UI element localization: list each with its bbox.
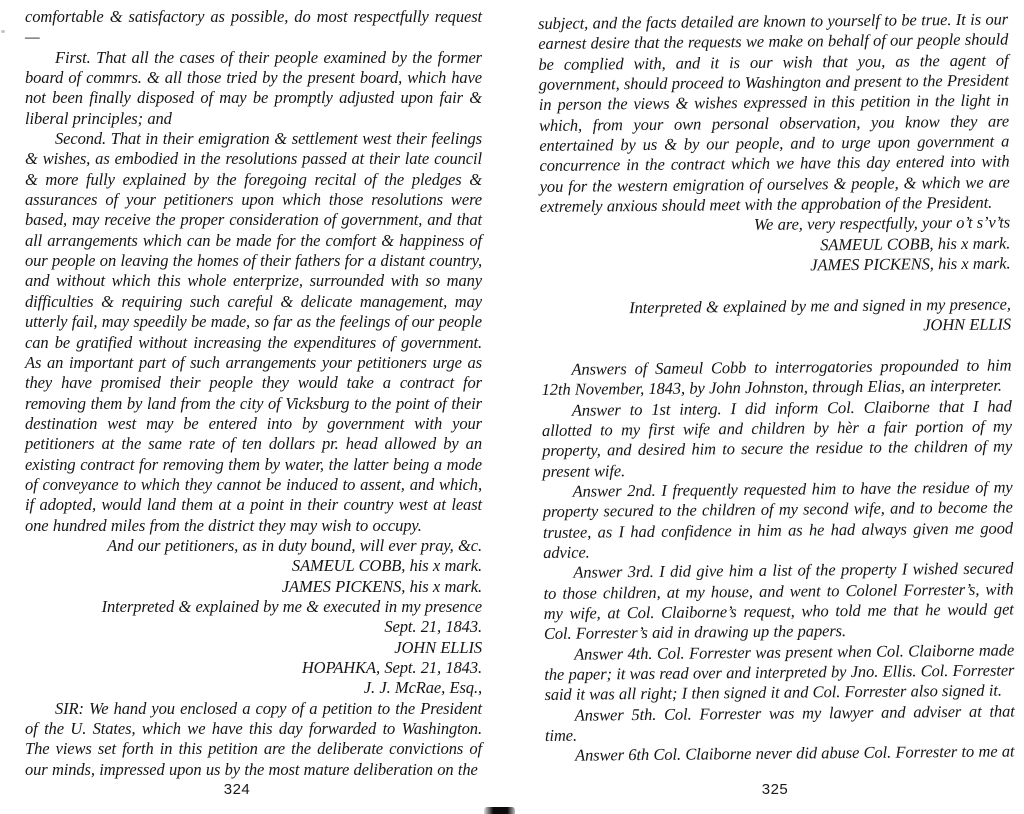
paragraph-sir-letter: SIR: We hand you enclosed a copy of a petition to the President of the U. States, which we have this day forwarded to Washington. The views set forth in this petition are the deliberate convictions of our minds, impressed upon us by the most mature deliberation on the	[25, 698, 482, 779]
page-number-right: 325	[761, 781, 789, 798]
signature-james-pickens: JAMES PICKENS, his x mark.	[810, 253, 1011, 275]
paragraph-answers-heading: Answers of Sameul Cobb to interrogatories propounded to him 12th November, 1843, by John Johnston, through Elias, an interpreter.	[541, 355, 1012, 400]
paragraph-answer-6th: Answer 6th Col. Claiborne never did abuse Col. Forrester to me at	[575, 741, 1015, 766]
paragraph-answer-3rd: Answer 3rd. I did give him a list of the property I wished secured to those children, at my house, and went to Colonel Forrester’s, with my wife, at Col. Claiborne’s request, who told me that he would get Col. Forrester’s aid in drawing up the papers.	[543, 558, 1014, 644]
closing-respectfully-line: We are, very respectfully, your o’t s’v’ts	[753, 212, 1011, 235]
signature-sameul-cobb: SAMEUL COBB, his x mark.	[291, 556, 482, 576]
paragraph-answer-2nd: Answer 2nd. I frequently requested him to have the residue of my property secured to the children of my second wife, and to become the trustee, as I had confidence in him as he had always given me good advice.	[542, 477, 1014, 562]
place-date-line: HOPAHKA, Sept. 21, 1843.	[301, 658, 482, 677]
closing-prayer-line: And our petitioners, as in duty bound, will ever pray, &c.	[107, 535, 482, 555]
paragraph-first-request: First. That all the cases of their people examined by the former board of commrs. & all those tried by the present board, which have not been finally disposed of may be promptly adjusted upon fair & liberal principles; and	[25, 47, 482, 128]
page-number-left: 324	[223, 781, 251, 798]
signature-sameul-cobb: SAMEUL COBB, his x mark.	[820, 233, 1011, 255]
left-page	[25, 7, 482, 780]
scan-speck	[1, 30, 5, 33]
signature-james-pickens: JAMES PICKENS, his x mark.	[281, 576, 482, 596]
paragraph-second-request: Second. That in their emigration & settlement west their feelings & wishes, as embodied in the resolutions passed at their late council & more fully explained by the foregoing recital of the pledges & assurances of your petitioners upon which those resolutions were based, may receive the proper consideration of government, and that all arrangements which can be made for the comfort & happiness of our people on leaving the homes of their fathers for a distant country, and without which this whole enterprize, surrounded with so many difficulties & requiring such careful & delicate management, may utterly fail, may speedily be made, so far as the feelings of our people can be gratified without increasing the expenditures of government. As an important part of such arrangements your petitioners urge as they have promised their people they would take a contract for removing them by land from the city of Vicksburg to the point of their destination west may be entered into by government with your petitioners at the same rate of ten dollars pr. head allowed by an existing contract for removing them by water, the latter being a mode of conveyance to which they cannot be induced to assent, and which, if adopted, would land them at a point in their country west at least one hundred miles from the district they may wish to occupy.	[25, 129, 482, 535]
interpreter-attestation: Interpreted & explained by me & executed in my presence	[101, 596, 482, 616]
right-page	[538, 9, 1015, 766]
paragraph-letter-continuation: subject, and the facts detailed are known to yourself to be true. It is our earnest desire that the requests we make on behalf of our people should be complied with, and it is our wish that you, as the agent of government, should proceed to Washington and present to the President in person the views & wishes expressed in this petition in the light in which, from your own personal observation, you know they are entertained by us & by our people, and to urge upon government a concurrence in the contract which we have this day entered into with you for the western emigration of ourselves & people, & which we are extremely anxious should meet with the approbation of the President.	[538, 9, 1010, 217]
paragraph-answer-1st: Answer to 1st interg. I did inform Col. Claiborne that I had allotted to my first wife and children by hèr a fair portion of my property, and desired him to secure the residue to the children of my present wife.	[541, 396, 1013, 481]
paragraph-answer-5th: Answer 5th. Col. Forrester was my lawyer and adviser at that time.	[544, 701, 1015, 745]
addressee-line: J. J. McRae, Esq.,	[363, 678, 482, 698]
paragraph-answer-4th: Answer 4th. Col. Forrester was present when Col. Claiborne made the paper; it was read over and interpreted by Jno. Ellis. Col. Forrester said it was all right; I then signed it and Col. Forrester also signed it.	[544, 640, 1015, 705]
signature-john-ellis: JOHN ELLIS	[394, 637, 482, 657]
paragraph-continuation: comfortable & satisfactory as possible, do most respectfully request—	[25, 7, 482, 47]
date-line: Sept. 21, 1843.	[384, 617, 482, 637]
interpreter-attestation: Interpreted & explained by me and signed in my presence,	[629, 294, 1011, 317]
signature-john-ellis: JOHN ELLIS	[923, 314, 1012, 335]
